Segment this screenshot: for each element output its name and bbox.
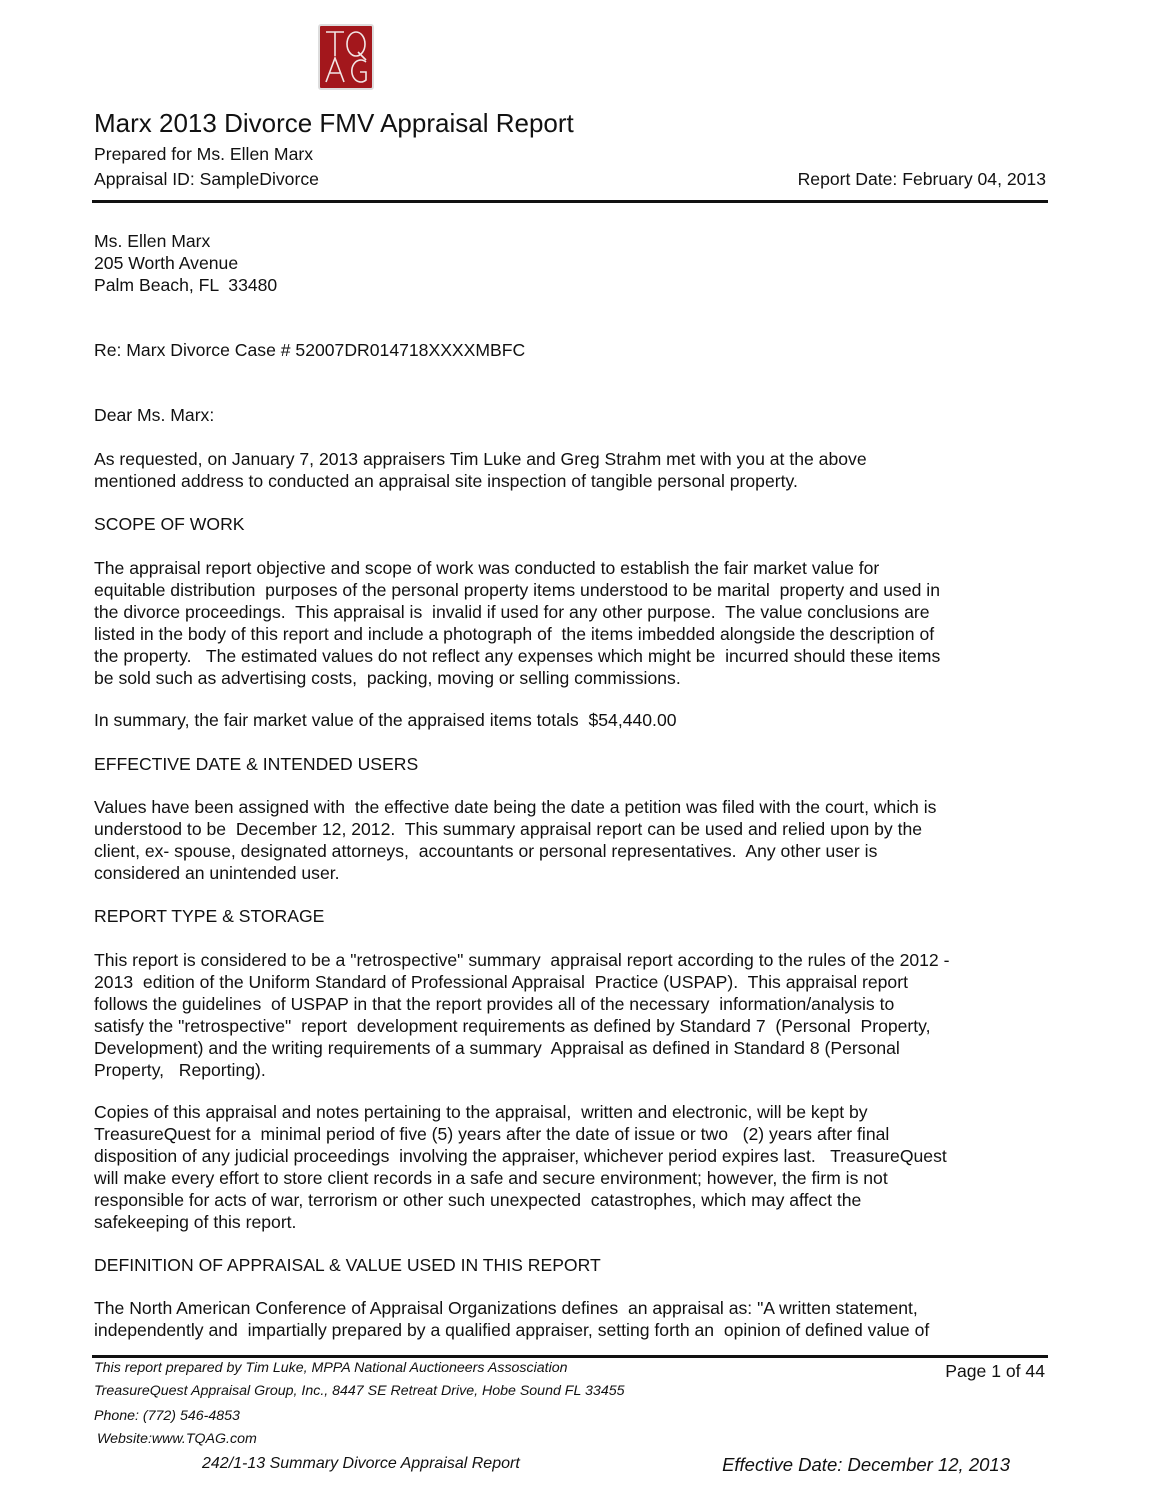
- tqag-logo: [318, 24, 374, 90]
- text-line: DEFINITION OF APPRAISAL & VALUE USED IN THIS REPORT: [94, 1255, 601, 1275]
- text-line: Values have been assigned with the effective date being the date a petition was filed with the court, which is: [94, 797, 937, 817]
- text-line: EFFECTIVE DATE & INTENDED USERS: [94, 754, 419, 774]
- paragraph: [94, 1101, 1054, 1233]
- tqag-logo-icon: [320, 26, 372, 88]
- text-line: responsible for acts of war, terrorism or other such unexpected catastrophes, which may affect the: [94, 1190, 862, 1210]
- paragraph: [94, 230, 1054, 296]
- paragraph: [94, 557, 1054, 689]
- text-line: safekeeping of this report.: [94, 1212, 297, 1232]
- section-heading: [94, 753, 1054, 775]
- paragraph: [94, 404, 1054, 426]
- section-heading: [94, 513, 1054, 535]
- text-line: Ms. Ellen Marx: [94, 231, 211, 251]
- footer-company: TreasureQuest Appraisal Group, Inc., 8447 SE Retreat Drive, Hobe Sound FL 33455: [94, 1383, 625, 1399]
- report-title: Marx 2013 Divorce FMV Appraisal Report: [94, 108, 574, 138]
- text-line: Development) and the writing requirements of a summary Appraisal as defined in Standard 8 (Personal: [94, 1038, 900, 1058]
- section-heading: [94, 1254, 1054, 1276]
- text-line: client, ex- spouse, designated attorneys, accountants or personal representatives. Any other user is: [94, 841, 878, 861]
- text-line: REPORT TYPE & STORAGE: [94, 906, 325, 926]
- header-divider: [92, 200, 1048, 203]
- text-line: satisfy the "retrospective" report development requirements as defined by Standard 7 (Personal Property,: [94, 1016, 931, 1036]
- paragraph: [94, 796, 1054, 884]
- text-line: Re: Marx Divorce Case # 52007DR014718XXXXMBFC: [94, 340, 526, 360]
- text-line: understood to be December 12, 2012. This summary appraisal report can be used and relied upon by the: [94, 819, 923, 839]
- paragraph: [94, 448, 1054, 492]
- text-line: Property, Reporting).: [94, 1060, 266, 1080]
- text-line: As requested, on January 7, 2013 appraisers Tim Luke and Greg Strahm met with you at the above: [94, 449, 867, 469]
- text-line: The appraisal report objective and scope of work was conducted to establish the fair market value for: [94, 558, 880, 578]
- text-line: 205 Worth Avenue: [94, 253, 239, 273]
- prepared-for: Prepared for Ms. Ellen Marx: [94, 144, 314, 164]
- footer-prepared-by: This report prepared by Tim Luke, MPPA National Auctioneers Assosciation: [94, 1360, 568, 1376]
- text-line: Copies of this appraisal and notes pertaining to the appraisal, written and electronic, will be kept by: [94, 1102, 868, 1122]
- paragraph: [94, 1297, 1054, 1341]
- text-line: listed in the body of this report and include a photograph of the items imbedded alongside the description of: [94, 624, 935, 644]
- footer-effective-date: Effective Date: December 12, 2013: [722, 1454, 1010, 1475]
- text-line: the property. The estimated values do not reflect any expenses which might be incurred should these items: [94, 646, 941, 666]
- text-line: mentioned address to conducted an appraisal site inspection of tangible personal property.: [94, 471, 798, 491]
- text-line: SCOPE OF WORK: [94, 514, 245, 534]
- paragraph: [94, 339, 1054, 361]
- text-line: independently and impartially prepared by a qualified appraiser, setting forth an opinion of defined value of: [94, 1320, 930, 1340]
- footer-divider: [92, 1355, 1048, 1358]
- text-line: will make every effort to store client records in a safe and secure environment; however, the firm is not: [94, 1168, 888, 1188]
- page-number: Page 1 of 44: [945, 1361, 1045, 1381]
- text-line: Dear Ms. Marx:: [94, 405, 215, 425]
- section-heading: [94, 905, 1054, 927]
- text-line: The North American Conference of Appraisal Organizations defines an appraisal as: "A written statement,: [94, 1298, 918, 1318]
- appraisal-id: Appraisal ID: SampleDivorce: [94, 169, 319, 189]
- text-line: In summary, the fair market value of the appraised items totals $54,440.00: [94, 710, 677, 730]
- paragraph: [94, 949, 1054, 1081]
- text-line: considered an unintended user.: [94, 863, 340, 883]
- text-line: equitable distribution purposes of the personal property items understood to be marital property and used in: [94, 580, 940, 600]
- text-line: the divorce proceedings. This appraisal is invalid if used for any other purpose. The value conclusions are: [94, 602, 930, 622]
- footer-website[interactable]: Website:www.TQAG.com: [97, 1431, 257, 1447]
- text-line: 2013 edition of the Uniform Standard of Professional Appraisal Practice (USPAP). This appraisal report: [94, 972, 908, 992]
- report-date: Report Date: February 04, 2013: [797, 169, 1046, 189]
- text-line: follows the guidelines of USPAP in that the report provides all of the necessary information/analysis to: [94, 994, 895, 1014]
- footer-report-code: 242/1-13 Summary Divorce Appraisal Report: [202, 1455, 520, 1472]
- text-line: disposition of any judicial proceedings involving the appraiser, whichever period expires last. TreasureQuest: [94, 1146, 947, 1166]
- text-line: TreasureQuest for a minimal period of five (5) years after the date of issue or two (2) years after final: [94, 1124, 890, 1144]
- text-line: Palm Beach, FL 33480: [94, 275, 278, 295]
- paragraph: [94, 709, 1054, 731]
- text-line: This report is considered to be a "retrospective" summary appraisal report according to the rules of the 2012 -: [94, 950, 950, 970]
- footer-phone: Phone: (772) 546-4853: [94, 1408, 240, 1424]
- text-line: be sold such as advertising costs, packing, moving or selling commissions.: [94, 668, 681, 688]
